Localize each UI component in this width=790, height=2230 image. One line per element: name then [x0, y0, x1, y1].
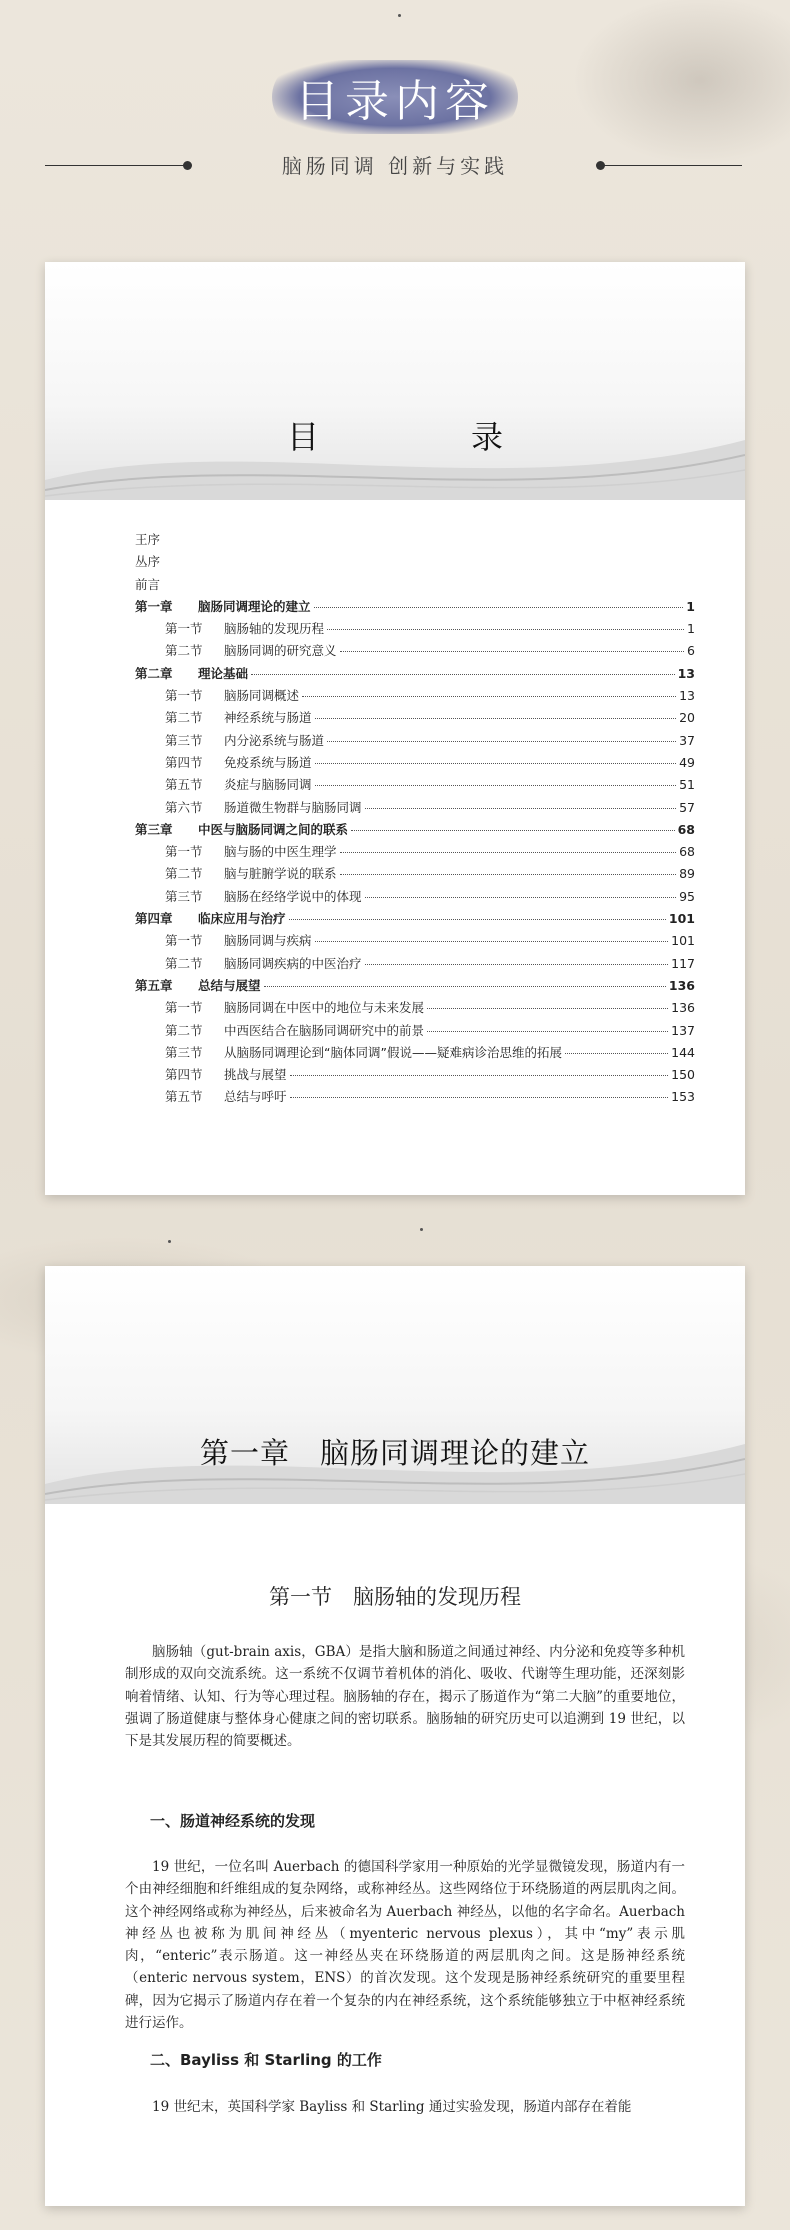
- toc-entry-page: 1: [686, 598, 695, 614]
- ink-speck: [420, 1228, 423, 1231]
- toc-entry-page: 49: [679, 754, 695, 770]
- subsection-heading-2: 二、Bayliss 和 Starling 的工作: [150, 2051, 382, 2069]
- subsection-1-text: 19 世纪，一位名叫 Auerbach 的德国科学家用一种原始的光学显微镜发现，肠道内有一个由神经细胞和纤维组成的复杂网络，或称神经丛。这些网络位于环绕肠道的两层肌肉之间。这个神经网络或称为神经丛，后来被命名为 Auerbach 神经丛，以他的名字命名。Auerbach 神经丛也被称为肌间神经丛（myenteric nervous plexus），其中“my”表示肌肉，“enteric”表示肠道。这一神经丛夹在环绕肠道的两层肌肉之间。这是肠神经系统（enteric nervous system，ENS）的首次发现。这个发现是肠神经系统研究的重要里程碑，因为它揭示了肠道内存在着一个复杂的内在神经系统，这个系统能够独立于中枢神经系统进行运作。: [125, 1859, 685, 2032]
- toc-entry-title: 中西医结合在脑肠同调研究中的前景: [224, 1022, 425, 1038]
- header: [0, 0, 790, 240]
- toc-entry-number: 第一章: [135, 598, 173, 614]
- toc-leader-dots: [565, 1053, 668, 1054]
- toc-entry: [135, 887, 695, 909]
- toc-list: [135, 530, 695, 1110]
- toc-leader-dots: [315, 718, 677, 719]
- toc-entry-page: 13: [679, 688, 695, 704]
- toc-entry-title: 理论基础: [198, 665, 249, 681]
- toc-entry-number: 第三章: [135, 821, 173, 837]
- toc-entry-page: 37: [679, 732, 695, 748]
- toc-entry: [135, 1065, 695, 1087]
- toc-entry: [135, 954, 695, 976]
- intro-paragraph: [125, 1641, 685, 1752]
- toc-entry: [135, 575, 695, 597]
- toc-leader-dots: [315, 763, 677, 764]
- toc-leader-dots: [264, 986, 666, 987]
- toc-entry-page: 150: [671, 1067, 695, 1083]
- toc-entry-page: 117: [671, 955, 695, 971]
- toc-entry-title: 脑肠同调理论的建立: [198, 598, 311, 614]
- toc-entry-number: 第三节: [165, 732, 203, 748]
- toc-entry: [135, 1021, 695, 1043]
- toc-entry-title: 挑战与展望: [224, 1067, 287, 1083]
- toc-entry: [135, 686, 695, 708]
- toc-leader-dots: [365, 897, 677, 898]
- toc-entry-page: 153: [671, 1089, 695, 1105]
- toc-entry: [135, 798, 695, 820]
- section-heading: 第一节 脑肠轴的发现历程: [269, 1585, 521, 1609]
- toc-leader-dots: [340, 852, 677, 853]
- chapter-page-header: [45, 1266, 745, 1504]
- toc-entry-number: 第一节: [165, 1000, 203, 1016]
- toc-entry-title: 脑肠同调与疾病: [224, 933, 312, 949]
- toc-entry-number: 第一节: [165, 933, 203, 949]
- toc-entry-title: 神经系统与肠道: [224, 710, 312, 726]
- toc-entry-page: 89: [679, 866, 695, 882]
- toc-entry-number: 第二节: [165, 1022, 203, 1038]
- subsection-1-paragraph: [125, 1856, 685, 2034]
- intro-text: 脑肠轴（gut-brain axis，GBA）是指大脑和肠道之间通过神经、内分泌和免疫等多种机制形成的双向交流系统。这一系统不仅调节着机体的消化、吸收、代谢等生理功能，还深刻影响着情绪、认知、行为等心理过程。脑肠轴的存在，揭示了肠道作为“第二大脑”的重要地位，强调了肠道健康与整体身心健康之间的密切联系。脑肠轴的研究历史可以追溯到 19 世纪，以下是其发展历程的简要概述。: [125, 1644, 685, 1750]
- toc-entry-title: 炎症与脑肠同调: [224, 777, 312, 793]
- toc-entry-page: 144: [671, 1044, 695, 1060]
- toc-entry-number: 第三节: [165, 888, 203, 904]
- toc-entry-number: 第五节: [165, 777, 203, 793]
- toc-entry-page: 136: [668, 977, 695, 993]
- toc-entry-title: 从脑肠同调理论到“脑体同调”假说——疑难病诊治思维的拓展: [224, 1044, 562, 1060]
- toc-entry-title: 总结与呼吁: [224, 1089, 287, 1105]
- toc-entry: [135, 664, 695, 686]
- toc-entry-title: 脑肠同调概述: [224, 688, 300, 704]
- subsection-2-text: 19 世纪末，英国科学家 Bayliss 和 Starling 通过实验发现，肠道内部存在着能: [152, 2099, 632, 2115]
- toc-entry-title: 脑与脏腑学说的联系: [224, 866, 337, 882]
- toc-entry-page: 95: [679, 888, 695, 904]
- header-title: 目录内容: [295, 76, 495, 127]
- toc-entry: [135, 530, 695, 552]
- toc-entry-number: 第六节: [165, 799, 203, 815]
- toc-leader-dots: [302, 696, 676, 697]
- toc-entry-number: 第五章: [135, 977, 173, 993]
- toc-leader-dots: [327, 741, 676, 742]
- toc-entry-page: 13: [677, 665, 695, 681]
- toc-entry-title: 王序: [135, 532, 161, 547]
- toc-entry-title: 前言: [135, 576, 161, 592]
- toc-entry-number: 第二节: [165, 955, 203, 971]
- ink-speck: [398, 14, 401, 17]
- toc-entry-page: 101: [668, 911, 695, 927]
- toc-leader-dots: [251, 674, 675, 675]
- toc-entry-page: 57: [679, 799, 695, 815]
- toc-entry: [135, 976, 695, 998]
- toc-entry-number: 第二节: [165, 866, 203, 882]
- subsection-heading-1: 一、肠道神经系统的发现: [150, 1812, 316, 1830]
- toc-leader-dots: [315, 941, 669, 942]
- chapter-page: [45, 1266, 745, 2206]
- toc-entry: [135, 909, 695, 931]
- toc-entry: [135, 753, 695, 775]
- chapter-heading: 第一章 脑肠同调理论的建立: [199, 1436, 590, 1470]
- toc-entry: [135, 931, 695, 953]
- title-banner: [272, 60, 518, 134]
- toc-entry-title: 脑肠同调疾病的中医治疗: [224, 955, 362, 971]
- toc-entry-title: 中医与脑肠同调之间的联系: [198, 821, 349, 837]
- toc-entry-page: 68: [679, 844, 695, 860]
- toc-entry-page: 101: [671, 933, 695, 949]
- toc-leader-dots: [340, 651, 685, 652]
- toc-leader-dots: [351, 830, 675, 831]
- toc-entry: [135, 842, 695, 864]
- toc-entry-number: 第二节: [165, 643, 203, 659]
- toc-entry-title: 丛序: [135, 554, 161, 570]
- toc-page: [45, 262, 745, 1195]
- toc-entry-title: 总结与展望: [198, 977, 261, 993]
- toc-entry: [135, 1087, 695, 1109]
- toc-entry-title: 脑肠轴的发现历程: [224, 621, 325, 637]
- toc-entry: [135, 619, 695, 641]
- toc-entry-page: 137: [671, 1022, 695, 1038]
- toc-entry-page: 1: [687, 621, 695, 637]
- toc-leader-dots: [290, 1097, 669, 1098]
- toc-entry-number: 第四章: [135, 911, 173, 927]
- toc-leader-dots: [315, 785, 677, 786]
- toc-entry-number: 第一节: [165, 621, 203, 637]
- toc-entry-title: 脑与肠的中医生理学: [224, 844, 337, 860]
- toc-entry-page: 68: [677, 821, 695, 837]
- toc-entry: [135, 597, 695, 619]
- toc-entry-number: 第四节: [165, 1067, 203, 1083]
- toc-entry: [135, 641, 695, 663]
- toc-page-header: [45, 262, 745, 500]
- toc-entry: [135, 775, 695, 797]
- divider-right: [600, 165, 742, 166]
- toc-entry-page: 6: [687, 643, 695, 659]
- toc-leader-dots: [290, 1075, 669, 1076]
- toc-entry: [135, 708, 695, 730]
- toc-entry-number: 第一节: [165, 844, 203, 860]
- toc-entry-page: 136: [671, 1000, 695, 1016]
- toc-entry-page: 51: [679, 777, 695, 793]
- toc-leader-dots: [340, 874, 677, 875]
- toc-entry-title: 免疫系统与肠道: [224, 754, 312, 770]
- ink-speck: [168, 1240, 171, 1243]
- toc-entry-number: 第四节: [165, 754, 203, 770]
- toc-entry: [135, 864, 695, 886]
- toc-entry: [135, 1043, 695, 1065]
- toc-leader-dots: [289, 919, 666, 920]
- subsection-2-paragraph: [125, 2096, 685, 2118]
- toc-entry-page: 20: [679, 710, 695, 726]
- header-subtitle: 脑肠同调 创新与实践: [281, 154, 509, 178]
- toc-leader-dots: [314, 607, 684, 608]
- toc-entry-number: 第五节: [165, 1089, 203, 1105]
- toc-entry: [135, 552, 695, 574]
- toc-entry: [135, 998, 695, 1020]
- toc-entry-title: 临床应用与治疗: [198, 911, 286, 927]
- toc-entry-number: 第三节: [165, 1044, 203, 1060]
- toc-entry-number: 第二节: [165, 710, 203, 726]
- toc-entry-title: 脑肠同调在中医中的地位与未来发展: [224, 1000, 425, 1016]
- toc-entry-title: 内分泌系统与肠道: [224, 732, 325, 748]
- toc-leader-dots: [427, 1031, 668, 1032]
- toc-entry: [135, 731, 695, 753]
- toc-leader-dots: [427, 1008, 668, 1009]
- toc-heading: 目 录: [286, 418, 563, 456]
- toc-leader-dots: [327, 629, 684, 630]
- toc-entry-title: 脑肠在经络学说中的体现: [224, 888, 362, 904]
- toc-entry: [135, 820, 695, 842]
- toc-entry-number: 第二章: [135, 665, 173, 681]
- toc-leader-dots: [365, 964, 669, 965]
- toc-entry-number: 第一节: [165, 688, 203, 704]
- toc-leader-dots: [365, 808, 677, 809]
- toc-entry-title: 肠道微生物群与脑肠同调: [224, 799, 362, 815]
- toc-entry-title: 脑肠同调的研究意义: [224, 643, 337, 659]
